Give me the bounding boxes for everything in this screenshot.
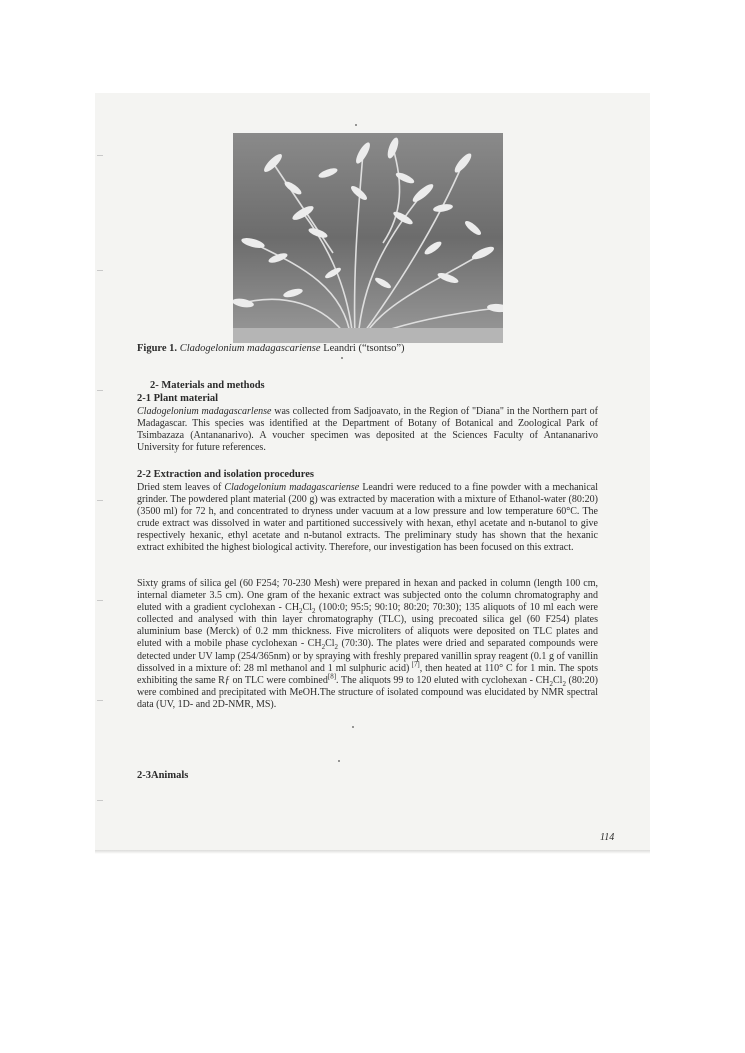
paragraph-text: (70:30). The plates were dried and separated compounds were detected under UV lamp (254/365nm) or by spraying with freshly prepared vanillin spray reagent (0.1 g of vanillin dissolved in a mixture of: 28 ml methanol and 1 ml sulphuric acid) (137, 638, 598, 674)
subscript: 2 (549, 679, 553, 688)
margin-mark (97, 700, 103, 701)
paragraph-text: was collected from Sadjoavato, in the Region of "Diana" in the Northern part of Madagascar. This species was identified at the Department of Botany of Botanical and Zoological Park of Tsimbazaza (Antananarivo). A voucher specimen was deposited at the Sciences Faculty of Antananarivo University for future references. (137, 406, 598, 454)
scan-speck (352, 726, 354, 728)
margin-mark (97, 155, 103, 156)
paragraph-extraction-1 (137, 482, 598, 555)
figure-label: Figure 1. (137, 343, 178, 354)
margin-mark (97, 600, 103, 601)
paragraph-text: Leandri were reduced to a fine powder with a mechanical grinder. The powdered plant material (200 g) was extracted by maceration with a mixture of Ethanol-water (80:20) (3500 ml) for 72 h, and concentrated to dryness under vacuum at a low pressure and low temperature 60°C. The crude extract was dissolved in water and partitioned successively with hexan, ethyl acetate and n-butanol to give respectively hexanic, ethyl acetate and n-butanol extracts. The preliminary study has shown that the hexanic extract exhibited the highest biological activity. Therefore, our investigation has been focused on this extract. (137, 482, 598, 554)
paragraph-text: , then heated at 110° C for 1 min. The spots exhibiting the same Rƒ on TLC were combined (137, 662, 598, 686)
paragraph-text: . The aliquots 99 to 120 eluted with cyclohexan - CH (336, 674, 550, 686)
paragraph-text: Cl (302, 602, 312, 614)
margin-mark (97, 390, 103, 391)
section-heading-plant-material: 2-1 Plant material (137, 393, 219, 404)
subscript: 2 (562, 679, 566, 688)
margin-mark (97, 500, 103, 501)
section-heading-extraction: 2-2 Extraction and isolation procedures (137, 469, 314, 480)
paragraph-text: (80:20) were combined and precipitated with MeOH.The structure of isolated compound was elucidated by NMR spectral data (UV, 1D- and 2D-NMR, MS). (137, 674, 598, 710)
plant-illustration (233, 133, 503, 343)
subscript: 2 (299, 607, 303, 616)
scan-speck (338, 760, 340, 762)
figure-photo-plant (233, 133, 503, 343)
section-heading-materials-methods: 2- Materials and methods (150, 380, 265, 391)
paragraph-plant-material (137, 406, 598, 454)
paragraph-text: Dried stem leaves of (137, 482, 225, 493)
scan-speck (341, 357, 343, 359)
page-number: 114 (600, 832, 615, 843)
margin-mark (97, 270, 103, 271)
species-name: Cladogelonium madagascariense (224, 482, 360, 493)
paragraph-text: Sixty grams of silica gel (60 F254; 70-230 Mesh) were prepared in hexan and packed in column (length 100 cm, internal diameter 3.5 cm). One gram of the hexanic extract was subjected onto the column chromatography and eluted with a gradient cyclohexan - CH (137, 578, 598, 614)
paragraph-text: Cl (552, 674, 563, 686)
figure-caption (137, 342, 537, 355)
section-heading-animals: 2-3Animals (137, 770, 189, 781)
subscript: 2 (321, 643, 326, 652)
subscript: 2 (312, 607, 316, 616)
citation-ref: [8] (327, 672, 337, 681)
paragraph-extraction-2 (137, 578, 598, 711)
species-name: Cladogelonium madagascarlense (137, 406, 272, 417)
paragraph-text: (100:0; 95:5; 90:10; 80:20; 70:30); 135 aliquots of 10 ml each were collected and analysed with thin layer chromatography (TLC), using precoated silica gel (60 F254) plates aluminium base (Merck) of 0.2 mm thickness. Five microliters of aliquots were deposited on TLC plates and eluted with a mobile phase cyclohexan - CH (137, 602, 598, 650)
subscript: 2 (334, 643, 339, 652)
paragraph-text: Cl (325, 638, 335, 650)
citation-ref: [7] (409, 660, 420, 669)
figure-species: Cladogelonium madagascariense (179, 343, 321, 354)
figure-common-name: (“tsontso”) (358, 343, 405, 354)
page-shadow (95, 850, 650, 854)
figure-author: Leandri (323, 343, 356, 354)
scan-speck (355, 124, 357, 126)
margin-mark (97, 800, 103, 801)
